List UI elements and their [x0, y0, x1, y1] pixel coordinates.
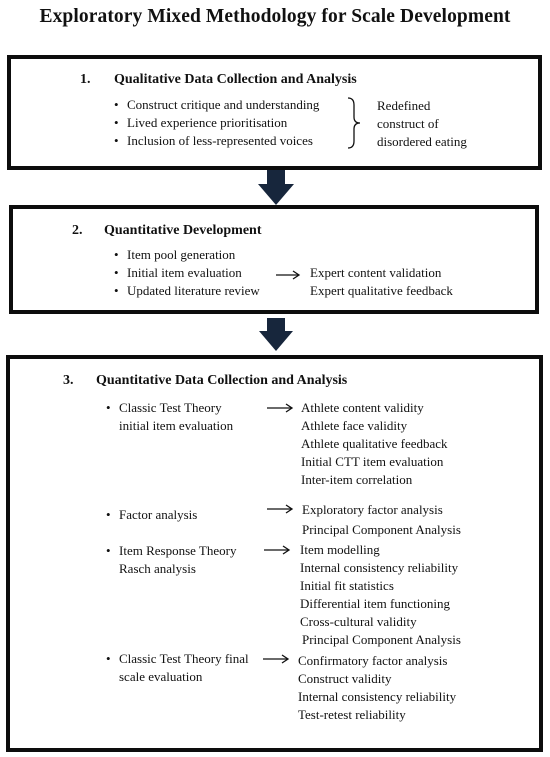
output-line: Internal consistency reliability	[298, 689, 457, 704]
group-label-line: • Item Response Theory	[106, 542, 236, 560]
right-arrow-icon	[263, 654, 293, 664]
output-line: Expert content validation	[310, 265, 442, 280]
output-line: Initial fit statistics	[300, 578, 394, 593]
stage-2-list	[114, 246, 260, 300]
stage-3-number: 3.	[63, 373, 74, 388]
stage-2-outputs	[310, 264, 453, 300]
down-arrow-icon	[258, 170, 294, 206]
group-label-line: • Classic Test Theory final	[106, 650, 249, 668]
right-arrow-icon	[264, 545, 294, 555]
stage-3-group-outputs	[300, 541, 461, 649]
output-line: Inter-item correlation	[301, 472, 413, 487]
outcome-line: Redefined	[377, 98, 431, 113]
stage-1-item: • Inclusion of less-represented voices	[114, 132, 319, 150]
group-label-line: • Factor analysis	[106, 506, 197, 524]
stage-3-heading: Quantitative Data Collection and Analysis	[96, 373, 348, 388]
output-line: Differential item functioning	[300, 596, 450, 611]
output-line: Internal consistency reliability	[300, 560, 459, 575]
group-label-line: scale evaluation	[119, 669, 203, 684]
outcome-line: disordered eating	[377, 134, 467, 149]
stage-2-item: • Item pool generation	[114, 246, 260, 264]
stage-1-outcome	[377, 97, 467, 151]
output-line: Test-retest reliability	[298, 707, 406, 722]
output-line: Athlete content validity	[301, 400, 424, 415]
group-label-line: Rasch analysis	[119, 561, 196, 576]
stage-1-number: 1.	[80, 72, 91, 87]
output-line: Exploratory factor analysis	[302, 502, 443, 517]
outcome-line: construct of	[377, 116, 439, 131]
right-arrow-icon	[267, 403, 297, 413]
stage-2-heading: Quantitative Development	[104, 223, 262, 238]
right-arrow-icon	[276, 270, 304, 280]
output-line: Initial CTT item evaluation	[301, 454, 444, 469]
stage-2-box	[9, 205, 539, 314]
output-line: Construct validity	[298, 671, 392, 686]
right-arrow-icon	[267, 504, 297, 514]
stage-1-list	[114, 96, 319, 150]
stage-3-group-outputs	[298, 652, 456, 724]
stage-3-group-outputs	[301, 399, 448, 489]
stage-2-number: 2.	[72, 223, 83, 238]
stage-1-heading: Qualitative Data Collection and Analysis	[114, 72, 357, 87]
stage-3-group-label	[106, 399, 222, 417]
stage-2-item: • Updated literature review	[114, 282, 260, 300]
output-line: Confirmatory factor analysis	[298, 653, 448, 668]
down-arrow-icon	[259, 318, 293, 352]
stage-3-group-label	[106, 650, 249, 668]
output-line: Cross-cultural validity	[300, 614, 417, 629]
output-line: Expert qualitative feedback	[310, 283, 453, 298]
group-label-line: • Classic Test Theory	[106, 399, 222, 417]
stage-2-item: • Initial item evaluation	[114, 264, 260, 282]
stage-3-group-label	[106, 506, 197, 524]
output-line: Item modelling	[300, 542, 380, 557]
stage-1-item: • Construct critique and understanding	[114, 96, 319, 114]
output-line: Principal Component Analysis	[302, 522, 461, 537]
page-title: Exploratory Mixed Methodology for Scale Development	[39, 6, 511, 27]
output-line: Athlete face validity	[301, 418, 408, 433]
stage-3-group-label	[106, 542, 236, 560]
output-line: Principal Component Analysis	[302, 632, 461, 647]
output-line: Athlete qualitative feedback	[301, 436, 448, 451]
stage-3-group-outputs	[302, 500, 461, 540]
stage-1-item: • Lived experience prioritisation	[114, 114, 319, 132]
group-label-line: initial item evaluation	[119, 418, 234, 433]
curly-brace-icon	[346, 97, 362, 149]
